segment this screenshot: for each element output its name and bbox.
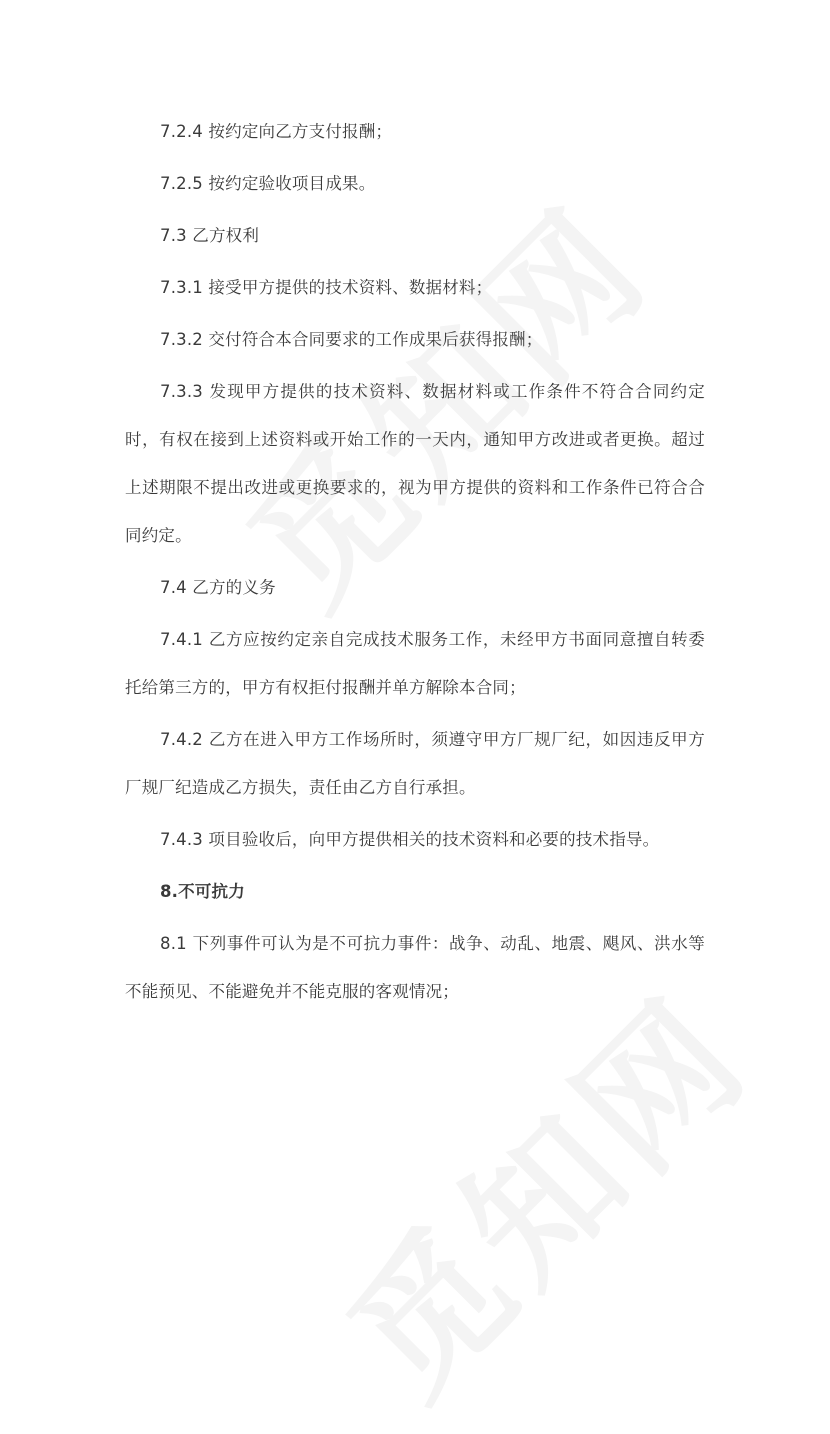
clause-7-3-3: 7.3.3 发现甲方提供的技术资料、数据材料或工作条件不符合合同约定时，有权在接到上述资料或开始工作的一天内，通知甲方改进或者更换。超过上述期限不提出改进或更换要求的，视为甲方提供的资料和工作条件已符合合同约定。 (125, 382, 705, 545)
section-heading-7-4: 7.4 乙方的义务 (160, 578, 276, 597)
clause-7-2-5: 7.2.5 按约定验收项目成果。 (160, 174, 376, 193)
document-body (125, 108, 705, 1020)
clause-8-1: 8.1 下列事件可认为是不可抗力事件：战争、动乱、地震、飓风、洪水等不能预见、不能避免并不能克服的客观情况； (125, 934, 705, 1001)
clause-7-4-1: 7.4.1 乙方应按约定亲自完成技术服务工作，未经甲方书面同意擅自转委托给第三方的，甲方有权拒付报酬并单方解除本合同； (125, 630, 705, 697)
clause-7-2-4: 7.2.4 按约定向乙方支付报酬； (160, 122, 393, 141)
section-heading-8: 8.不可抗力 (160, 882, 245, 901)
clause-7-4-3: 7.4.3 项目验收后，向甲方提供相关的技术资料和必要的技术指导。 (160, 830, 660, 849)
section-heading-7-3: 7.3 乙方权利 (160, 226, 260, 245)
clause-7-3-1: 7.3.1 接受甲方提供的技术资料、数据材料； (160, 278, 493, 297)
clause-7-3-2: 7.3.2 交付符合本合同要求的工作成果后获得报酬； (160, 330, 543, 349)
clause-7-4-2: 7.4.2 乙方在进入甲方工作场所时，须遵守甲方厂规厂纪，如因违反甲方厂规厂纪造成乙方损失，责任由乙方自行承担。 (125, 730, 705, 797)
